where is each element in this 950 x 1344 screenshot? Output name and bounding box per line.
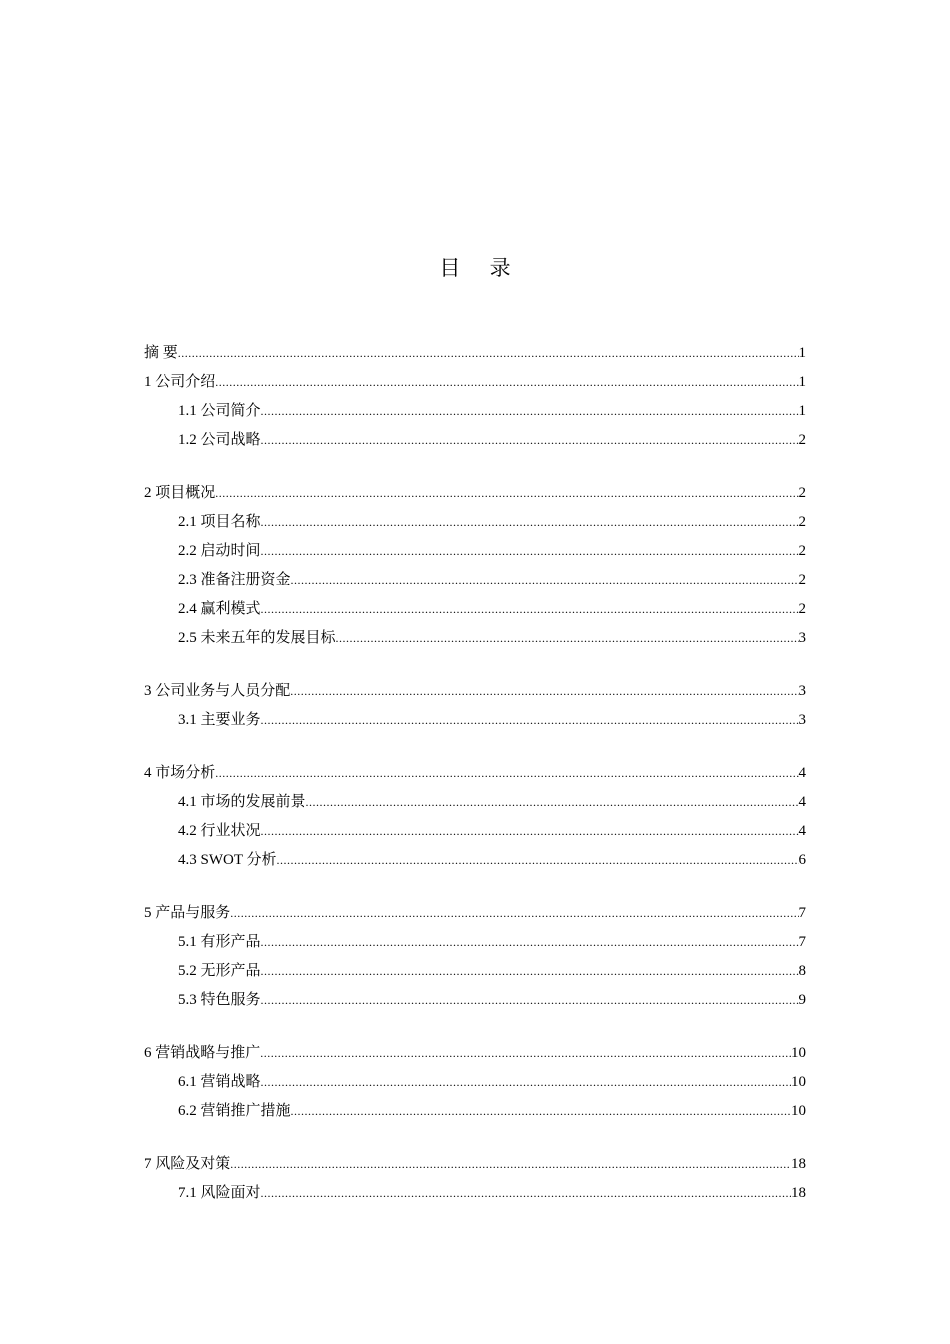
toc-entry[interactable] <box>144 624 806 653</box>
toc-entry[interactable] <box>144 1039 806 1068</box>
toc-title: 目 录 <box>439 256 523 280</box>
toc-entry-page: 3 <box>798 683 806 699</box>
dot-leader <box>261 928 799 957</box>
toc-entry-page: 10 <box>791 1074 806 1090</box>
toc-entry[interactable] <box>144 508 806 537</box>
toc-section <box>144 1150 806 1208</box>
toc-section <box>144 1039 806 1126</box>
toc-entry-label: 4.1 市场的发展前景 <box>178 794 306 810</box>
toc-entry[interactable] <box>144 706 806 735</box>
toc-entry-page: 2 <box>798 432 806 448</box>
toc-entry-page: 2 <box>798 514 806 530</box>
toc-entry[interactable] <box>144 899 806 928</box>
toc-entry-label: 5.1 有形产品 <box>178 934 261 950</box>
toc-entry-page: 3 <box>798 712 806 728</box>
dot-leader <box>306 788 799 817</box>
toc-entry-page: 6 <box>798 852 806 868</box>
table-of-contents <box>144 339 806 1232</box>
dot-leader <box>215 479 798 508</box>
toc-entry-page: 2 <box>798 485 806 501</box>
toc-entry-label: 2.5 未来五年的发展目标 <box>178 630 336 646</box>
toc-entry-page: 18 <box>791 1185 806 1201</box>
toc-entry-page: 7 <box>798 905 806 921</box>
toc-entry-page: 10 <box>791 1045 806 1061</box>
dot-leader <box>261 1068 791 1097</box>
dot-leader <box>230 1150 791 1179</box>
toc-entry-page: 4 <box>798 765 806 781</box>
toc-entry-page: 9 <box>798 992 806 1008</box>
dot-leader <box>261 1179 791 1208</box>
toc-entry-page: 1 <box>798 374 806 390</box>
toc-entry-page: 1 <box>798 345 806 361</box>
toc-entry[interactable] <box>144 788 806 817</box>
toc-entry-label: 6.2 营销推广措施 <box>178 1103 291 1119</box>
toc-entry[interactable] <box>144 759 806 788</box>
toc-entry[interactable] <box>144 986 806 1015</box>
toc-section <box>144 339 806 455</box>
toc-entry-page: 8 <box>798 963 806 979</box>
toc-entry[interactable] <box>144 368 806 397</box>
dot-leader <box>215 368 798 397</box>
toc-entry-label: 1.2 公司战略 <box>178 432 261 448</box>
dot-leader <box>261 957 799 986</box>
dot-leader <box>291 566 799 595</box>
toc-entry[interactable] <box>144 817 806 846</box>
dot-leader <box>291 1097 791 1126</box>
dot-leader <box>276 846 798 875</box>
toc-section <box>144 899 806 1015</box>
toc-entry-label: 摘 要 <box>144 345 178 361</box>
toc-entry[interactable] <box>144 426 806 455</box>
toc-entry[interactable] <box>144 397 806 426</box>
dot-leader <box>261 537 799 566</box>
toc-entry[interactable] <box>144 957 806 986</box>
toc-entry[interactable] <box>144 677 806 706</box>
toc-entry-label: 6 营销战略与推广 <box>144 1045 261 1061</box>
toc-entry-label: 4.3 SWOT 分析 <box>178 852 277 868</box>
toc-entry-label: 1 公司介绍 <box>144 374 216 390</box>
toc-entry-page: 7 <box>798 934 806 950</box>
toc-entry-page: 2 <box>798 572 806 588</box>
toc-entry[interactable] <box>144 537 806 566</box>
dot-leader <box>261 986 799 1015</box>
toc-entry-label: 7.1 风险面对 <box>178 1185 261 1201</box>
toc-entry[interactable] <box>144 479 806 508</box>
dot-leader <box>261 397 799 426</box>
dot-leader <box>230 899 798 928</box>
toc-entry-label: 6.1 营销战略 <box>178 1074 261 1090</box>
dot-leader <box>261 706 799 735</box>
dot-leader <box>215 759 798 788</box>
dot-leader <box>261 426 799 455</box>
toc-entry-label: 2.1 项目名称 <box>178 514 261 530</box>
toc-entry[interactable] <box>144 566 806 595</box>
dot-leader <box>261 508 799 537</box>
toc-entry[interactable] <box>144 1150 806 1179</box>
toc-section <box>144 759 806 875</box>
toc-entry[interactable] <box>144 1068 806 1097</box>
dot-leader <box>261 817 799 846</box>
toc-entry[interactable] <box>144 339 806 368</box>
toc-entry[interactable] <box>144 1097 806 1126</box>
toc-entry-label: 2.4 赢利模式 <box>178 601 261 617</box>
dot-leader <box>261 595 799 624</box>
toc-entry-label: 7 风险及对策 <box>144 1156 231 1172</box>
toc-entry-label: 5.2 无形产品 <box>178 963 261 979</box>
dot-leader <box>178 339 799 368</box>
dot-leader <box>260 1039 791 1068</box>
toc-entry-label: 5 产品与服务 <box>144 905 231 921</box>
toc-entry-page: 2 <box>798 543 806 559</box>
toc-entry-label: 2.3 准备注册资金 <box>178 572 291 588</box>
dot-leader <box>290 677 798 706</box>
toc-entry-page: 1 <box>798 403 806 419</box>
toc-entry[interactable] <box>144 1179 806 1208</box>
toc-entry-label: 5.3 特色服务 <box>178 992 261 1008</box>
toc-entry-label: 4 市场分析 <box>144 765 216 781</box>
toc-entry-label: 4.2 行业状况 <box>178 823 261 839</box>
toc-entry-page: 3 <box>798 630 806 646</box>
toc-entry-page: 2 <box>798 601 806 617</box>
toc-entry-label: 3.1 主要业务 <box>178 712 261 728</box>
toc-entry-label: 2 项目概况 <box>144 485 216 501</box>
toc-section <box>144 677 806 735</box>
toc-entry-label: 3 公司业务与人员分配 <box>144 683 291 699</box>
toc-entry-page: 4 <box>798 794 806 810</box>
toc-entry-page: 4 <box>798 823 806 839</box>
toc-entry-label: 2.2 启动时间 <box>178 543 261 559</box>
toc-section <box>144 479 806 653</box>
dot-leader <box>336 624 799 653</box>
toc-entry-label: 1.1 公司简介 <box>178 403 261 419</box>
toc-entry[interactable] <box>144 928 806 957</box>
toc-entry-page: 10 <box>791 1103 806 1119</box>
toc-entry[interactable] <box>144 846 806 875</box>
toc-entry-page: 18 <box>791 1156 806 1172</box>
toc-entry[interactable] <box>144 595 806 624</box>
